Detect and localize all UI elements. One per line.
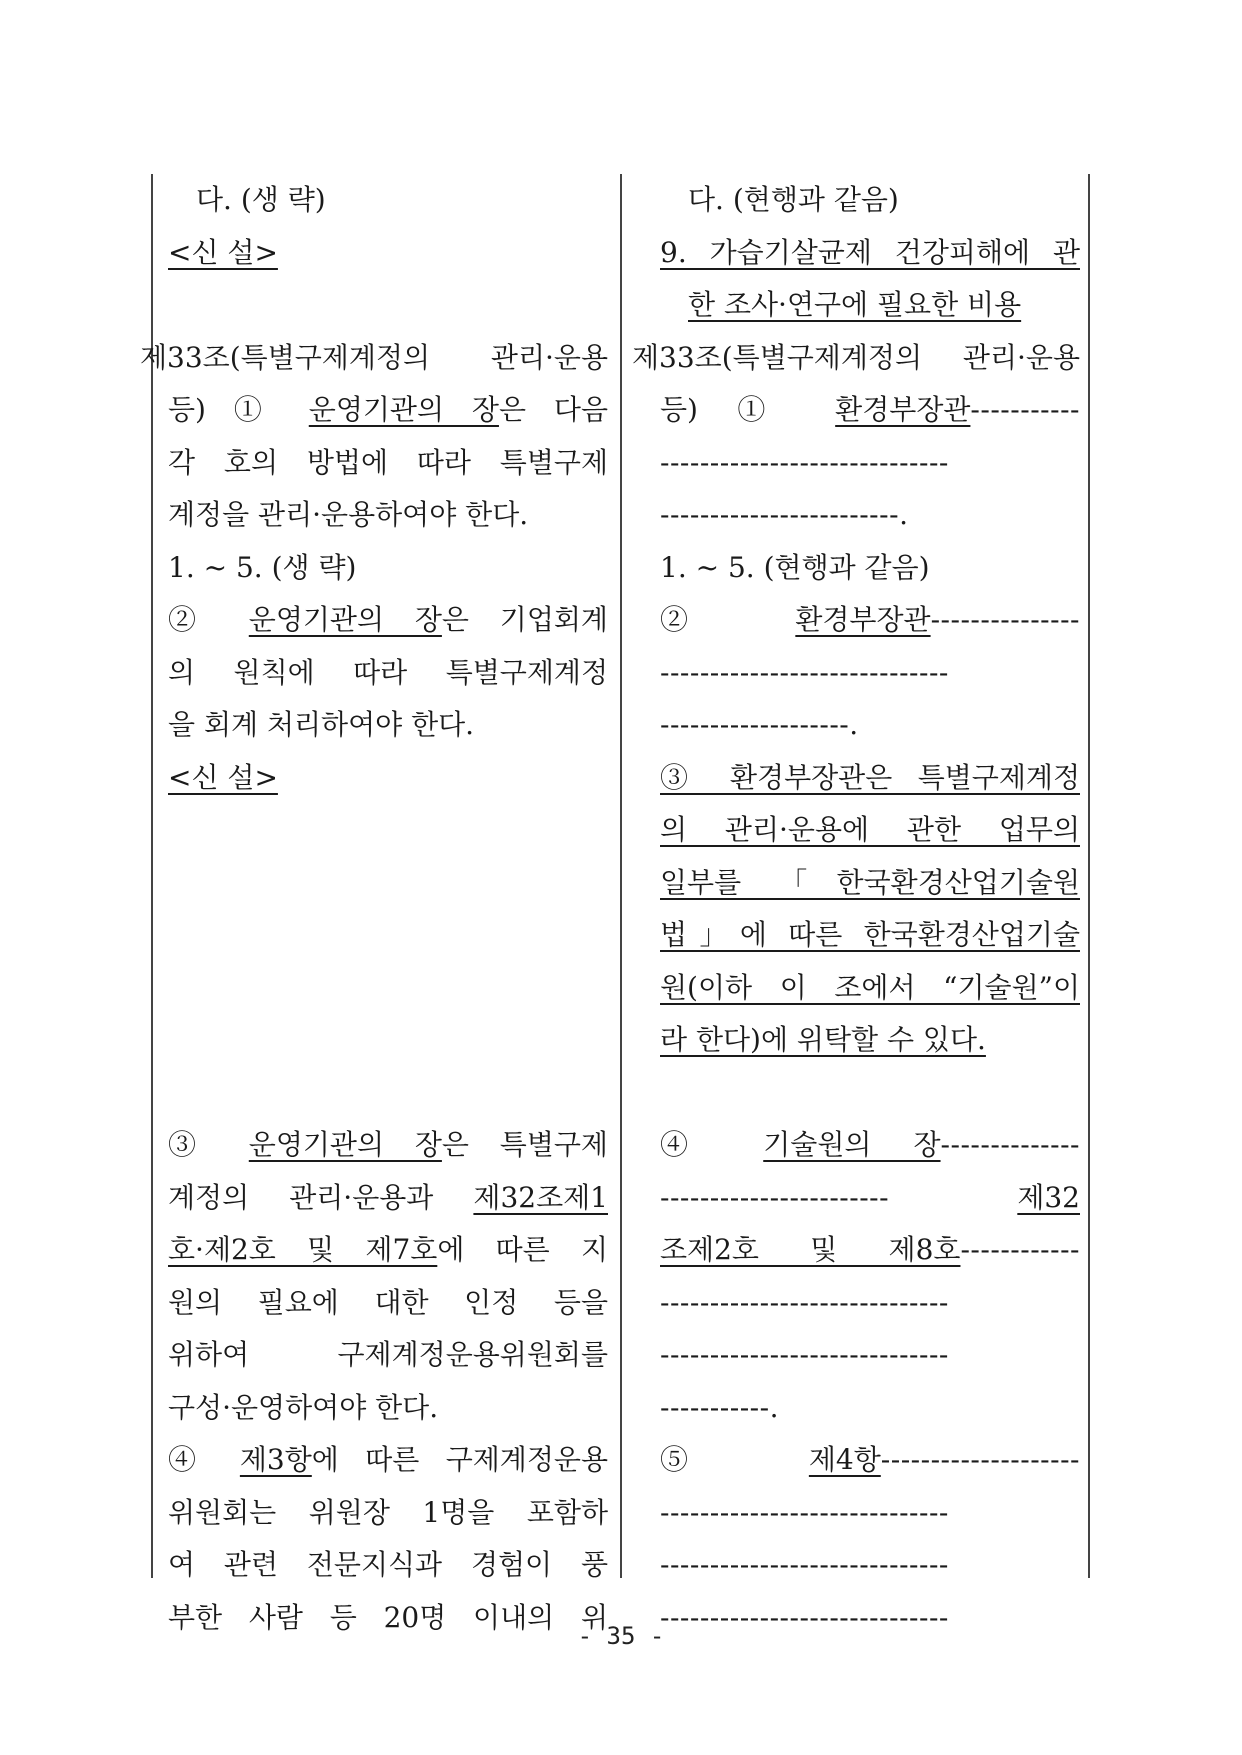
items-1-5-line: 1. ~ 5. (현행과 같음)	[660, 550, 930, 584]
text-span: 에 따른 구제계정운용	[311, 1443, 608, 1476]
paragraph-3-new-line	[660, 1014, 1080, 1067]
blank-line	[168, 1014, 608, 1067]
underlined-text: 운영기관의 장	[248, 1128, 442, 1161]
right-border-line	[1088, 174, 1090, 1578]
dash-filler-line: -----------------------------	[660, 1495, 949, 1529]
text-span: ③	[168, 1128, 249, 1161]
text-span: ②	[168, 603, 249, 636]
paragraph-2-line: 의 원칙에 따라 특별구제계정	[168, 655, 608, 689]
paragraph-4-line	[660, 1172, 1080, 1225]
underlined-text: 한 조사·연구에 필요한 비용	[688, 288, 1022, 321]
paragraph-1-line	[168, 384, 608, 437]
text-span: 계정의 관리·운용과	[168, 1180, 474, 1214]
blank-line	[168, 857, 608, 910]
underlined-text: 제32	[1017, 1180, 1080, 1214]
underlined-text: 법」에 따른 한국환경산업기술	[660, 918, 1080, 951]
underlined-text: ③ 환경부장관은 특별구제계정	[660, 760, 1080, 794]
paragraph-2-line	[660, 594, 1080, 647]
underlined-text: 제32조제1	[473, 1180, 608, 1214]
underlined-text: 원(이하 이 조에서 “기술원”이	[660, 970, 1080, 1004]
text-span: ②	[660, 603, 796, 636]
paragraph-1-line: 각 호의 방법에 따라 특별구제	[168, 445, 608, 479]
text-span: ⑤	[660, 1443, 809, 1476]
text-span: 등) ①	[168, 393, 309, 426]
amended-law-column	[632, 174, 1080, 1644]
paragraph-4-line	[660, 1119, 1080, 1172]
paragraph-5-line	[660, 1434, 1080, 1487]
new-provision-marker	[168, 227, 608, 280]
underlined-text: 환경부장관	[795, 603, 931, 636]
item-9-line	[660, 227, 1080, 280]
blank-line	[168, 279, 608, 332]
underlined-text: 제4항	[808, 1443, 881, 1476]
current-law-column	[140, 174, 608, 1644]
underlined-text: 의 관리·운용에 관한 업무의	[660, 813, 1080, 846]
items-1-5-line: 1. ~ 5. (생 략)	[168, 550, 357, 584]
paragraph-3-line: 원의 필요에 대한 인정 등을	[168, 1285, 608, 1319]
new-provision-text: <신 설>	[168, 235, 278, 269]
text-span: 은 다음	[498, 393, 608, 426]
center-divider-line	[620, 174, 622, 1578]
paragraph-4-line: 여 관련 전문지식과 경험이 풍	[168, 1548, 608, 1581]
paragraph-1-line: 계정을 관리·운용하여야 한다.	[168, 498, 529, 531]
paragraph-4-line	[168, 1434, 608, 1487]
new-provision-text: <신 설>	[168, 760, 278, 794]
dash-filler-line: -----------------------------	[660, 1338, 949, 1371]
blank-line	[168, 1067, 608, 1120]
item-da-line: 다. (생 략)	[196, 183, 326, 216]
blank-line	[168, 804, 608, 857]
dash-filler-line: -----------------------------	[660, 445, 949, 479]
underlined-text: 기술원의 장	[763, 1128, 941, 1161]
article-33-heading: 제33조(특별구제계정의 관리·운용	[632, 340, 1080, 374]
dash-filler-line: -----------------------------	[660, 1600, 949, 1634]
underlined-text: 라 한다)에 위탁할 수 있다.	[660, 1023, 986, 1056]
text-span: 은 기업회계	[441, 603, 608, 636]
paragraph-1-line	[660, 384, 1080, 437]
item-da-line: 다. (현행과 같음)	[688, 183, 899, 216]
dash-filler: ---------------	[930, 603, 1080, 636]
dash-filler-line: -----------.	[660, 1390, 779, 1424]
page-number: - 35 -	[577, 1622, 665, 1650]
underlined-text: 운영기관의 장	[308, 393, 499, 426]
paragraph-3-new-line	[660, 752, 1080, 805]
underlined-text: 9. 가습기살균제 건강피해에 관	[660, 235, 1080, 269]
dash-filler: -----------	[970, 393, 1080, 426]
dash-filler: -----------------------	[660, 1180, 1018, 1214]
dash-filler: ------------	[960, 1233, 1080, 1266]
paragraph-3-new-line	[660, 909, 1080, 962]
paragraph-3-new-line	[660, 804, 1080, 857]
paragraph-4-line: 부한 사람 등 20명 이내의 위	[168, 1600, 608, 1634]
paragraph-4-line: 위원회는 위원장 1명을 포함하	[168, 1495, 608, 1529]
new-provision-marker	[168, 752, 608, 805]
underlined-text: 호·제2호 및 제7호	[168, 1233, 438, 1266]
underlined-text: 조제2호 및 제8호	[660, 1233, 961, 1266]
paragraph-3-new-line	[660, 962, 1080, 1015]
item-9-line	[660, 279, 1080, 332]
dash-filler-line: -----------------------------	[660, 655, 949, 689]
paragraph-3-line	[168, 1119, 608, 1172]
text-span: ④	[660, 1128, 764, 1161]
text-span: 은 특별구제	[441, 1128, 608, 1161]
dash-filler-line: -----------------------------	[660, 1548, 949, 1581]
dash-filler-line: -------------------.	[660, 708, 859, 741]
underlined-text: 제3항	[239, 1443, 312, 1476]
dash-filler-line: -----------------------------	[660, 1285, 949, 1319]
article-33-heading: 제33조(특별구제계정의 관리·운용	[140, 340, 608, 374]
paragraph-3-line	[168, 1172, 608, 1225]
dash-filler: --------------------	[880, 1443, 1080, 1476]
paragraph-4-line	[660, 1224, 1080, 1277]
blank-line	[168, 962, 608, 1015]
underlined-text: 일부를 「한국환경산업기술원	[660, 865, 1080, 899]
underlined-text: 운영기관의 장	[248, 603, 442, 636]
text-span: 등) ①	[660, 393, 836, 426]
paragraph-2-line	[168, 594, 608, 647]
left-border-line	[151, 174, 153, 1578]
paragraph-3-new-line	[660, 857, 1080, 910]
text-span: 에 따른 지	[437, 1233, 608, 1266]
paragraph-3-line	[168, 1224, 608, 1277]
dash-filler-line: ------------------------.	[660, 498, 909, 531]
dash-filler: --------------	[940, 1128, 1080, 1161]
paragraph-3-line: 위하여 구제계정운용위원회를	[168, 1338, 608, 1371]
blank-line	[168, 909, 608, 962]
blank-line	[660, 1067, 1080, 1120]
paragraph-3-line: 구성·운영하여야 한다.	[168, 1390, 439, 1424]
underlined-text: 환경부장관	[835, 393, 971, 426]
text-span: ④	[168, 1443, 240, 1476]
paragraph-2-line: 을 회계 처리하여야 한다.	[168, 708, 475, 741]
